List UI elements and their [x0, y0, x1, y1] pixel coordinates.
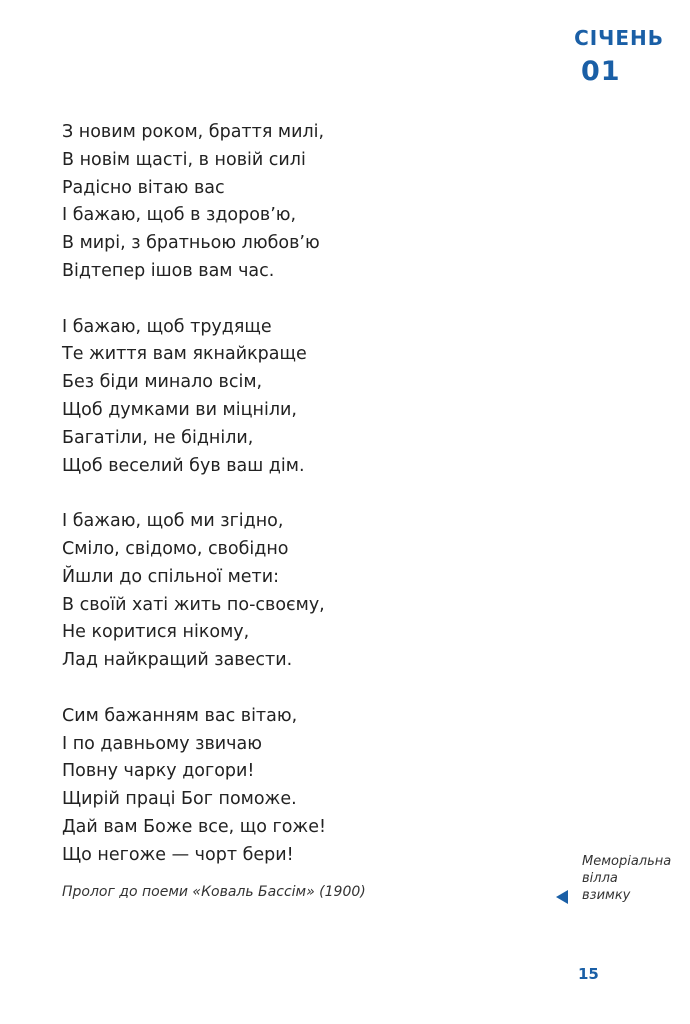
poem-line: І бажаю, щоб трудяще — [62, 316, 272, 337]
poem-line: В новім щасті, в новій силі — [62, 149, 306, 170]
poem-line: І бажаю, щоб в здоров’ю, — [62, 205, 297, 226]
poem-line: Без біди минало всім, — [62, 372, 263, 393]
poem-line: Сим бажанням вас вітаю, — [62, 705, 298, 726]
poem-line: В своїй хаті жить по-своєму, — [62, 594, 325, 615]
page-number: 15 — [578, 965, 599, 983]
poem-line: Відтепер ішов вам час. — [62, 260, 275, 281]
caption-line: вілла — [582, 871, 618, 886]
poem-line: І бажаю, щоб ми згідно, — [62, 511, 284, 532]
stanza-3 — [62, 508, 462, 675]
poem-line: Щоб думками ви міцніли, — [62, 399, 297, 420]
stanza-2 — [62, 314, 462, 481]
poem-line: Те життя вам якнайкраще — [62, 344, 307, 365]
poem-line: Щоб веселий був ваш дім. — [62, 455, 305, 476]
poem-line: І по давньому звичаю — [62, 733, 262, 754]
stanza-4 — [62, 703, 462, 870]
poem-source: Пролог до поеми «Коваль Бассім» (1900) — [62, 884, 366, 900]
poem-line: Дай вам Боже все, що гоже! — [62, 816, 326, 837]
caption-line: взимку — [582, 888, 631, 903]
poem-line: Повну чарку догори! — [62, 761, 255, 782]
poem-line: Щирій праці Бог поможе. — [62, 789, 297, 810]
poem-line: Йшли до спільної мети: — [62, 566, 280, 587]
poem-line: В мирі, з братньою любов’ю — [62, 233, 320, 254]
month-heading: СІЧЕНЬ — [574, 26, 664, 50]
day-number: 01 — [581, 56, 621, 87]
poem-line: Радісно вітаю вас — [62, 177, 225, 198]
poem — [62, 119, 462, 870]
arrow-left-icon — [556, 890, 568, 904]
poem-line: Сміло, свідомо, свобідно — [62, 538, 289, 559]
poem-line: Лад найкращий завести. — [62, 650, 293, 671]
poem-line: Не коритися нікому, — [62, 622, 250, 643]
caption-line: Меморіальна — [582, 854, 672, 869]
poem-line: Що негоже — чорт бери! — [62, 844, 294, 865]
stanza-1 — [62, 119, 462, 286]
photo-caption — [582, 853, 686, 904]
poem-line: Багатіли, не бідніли, — [62, 427, 254, 448]
poem-line: З новим роком, браття милі, — [62, 122, 325, 142]
